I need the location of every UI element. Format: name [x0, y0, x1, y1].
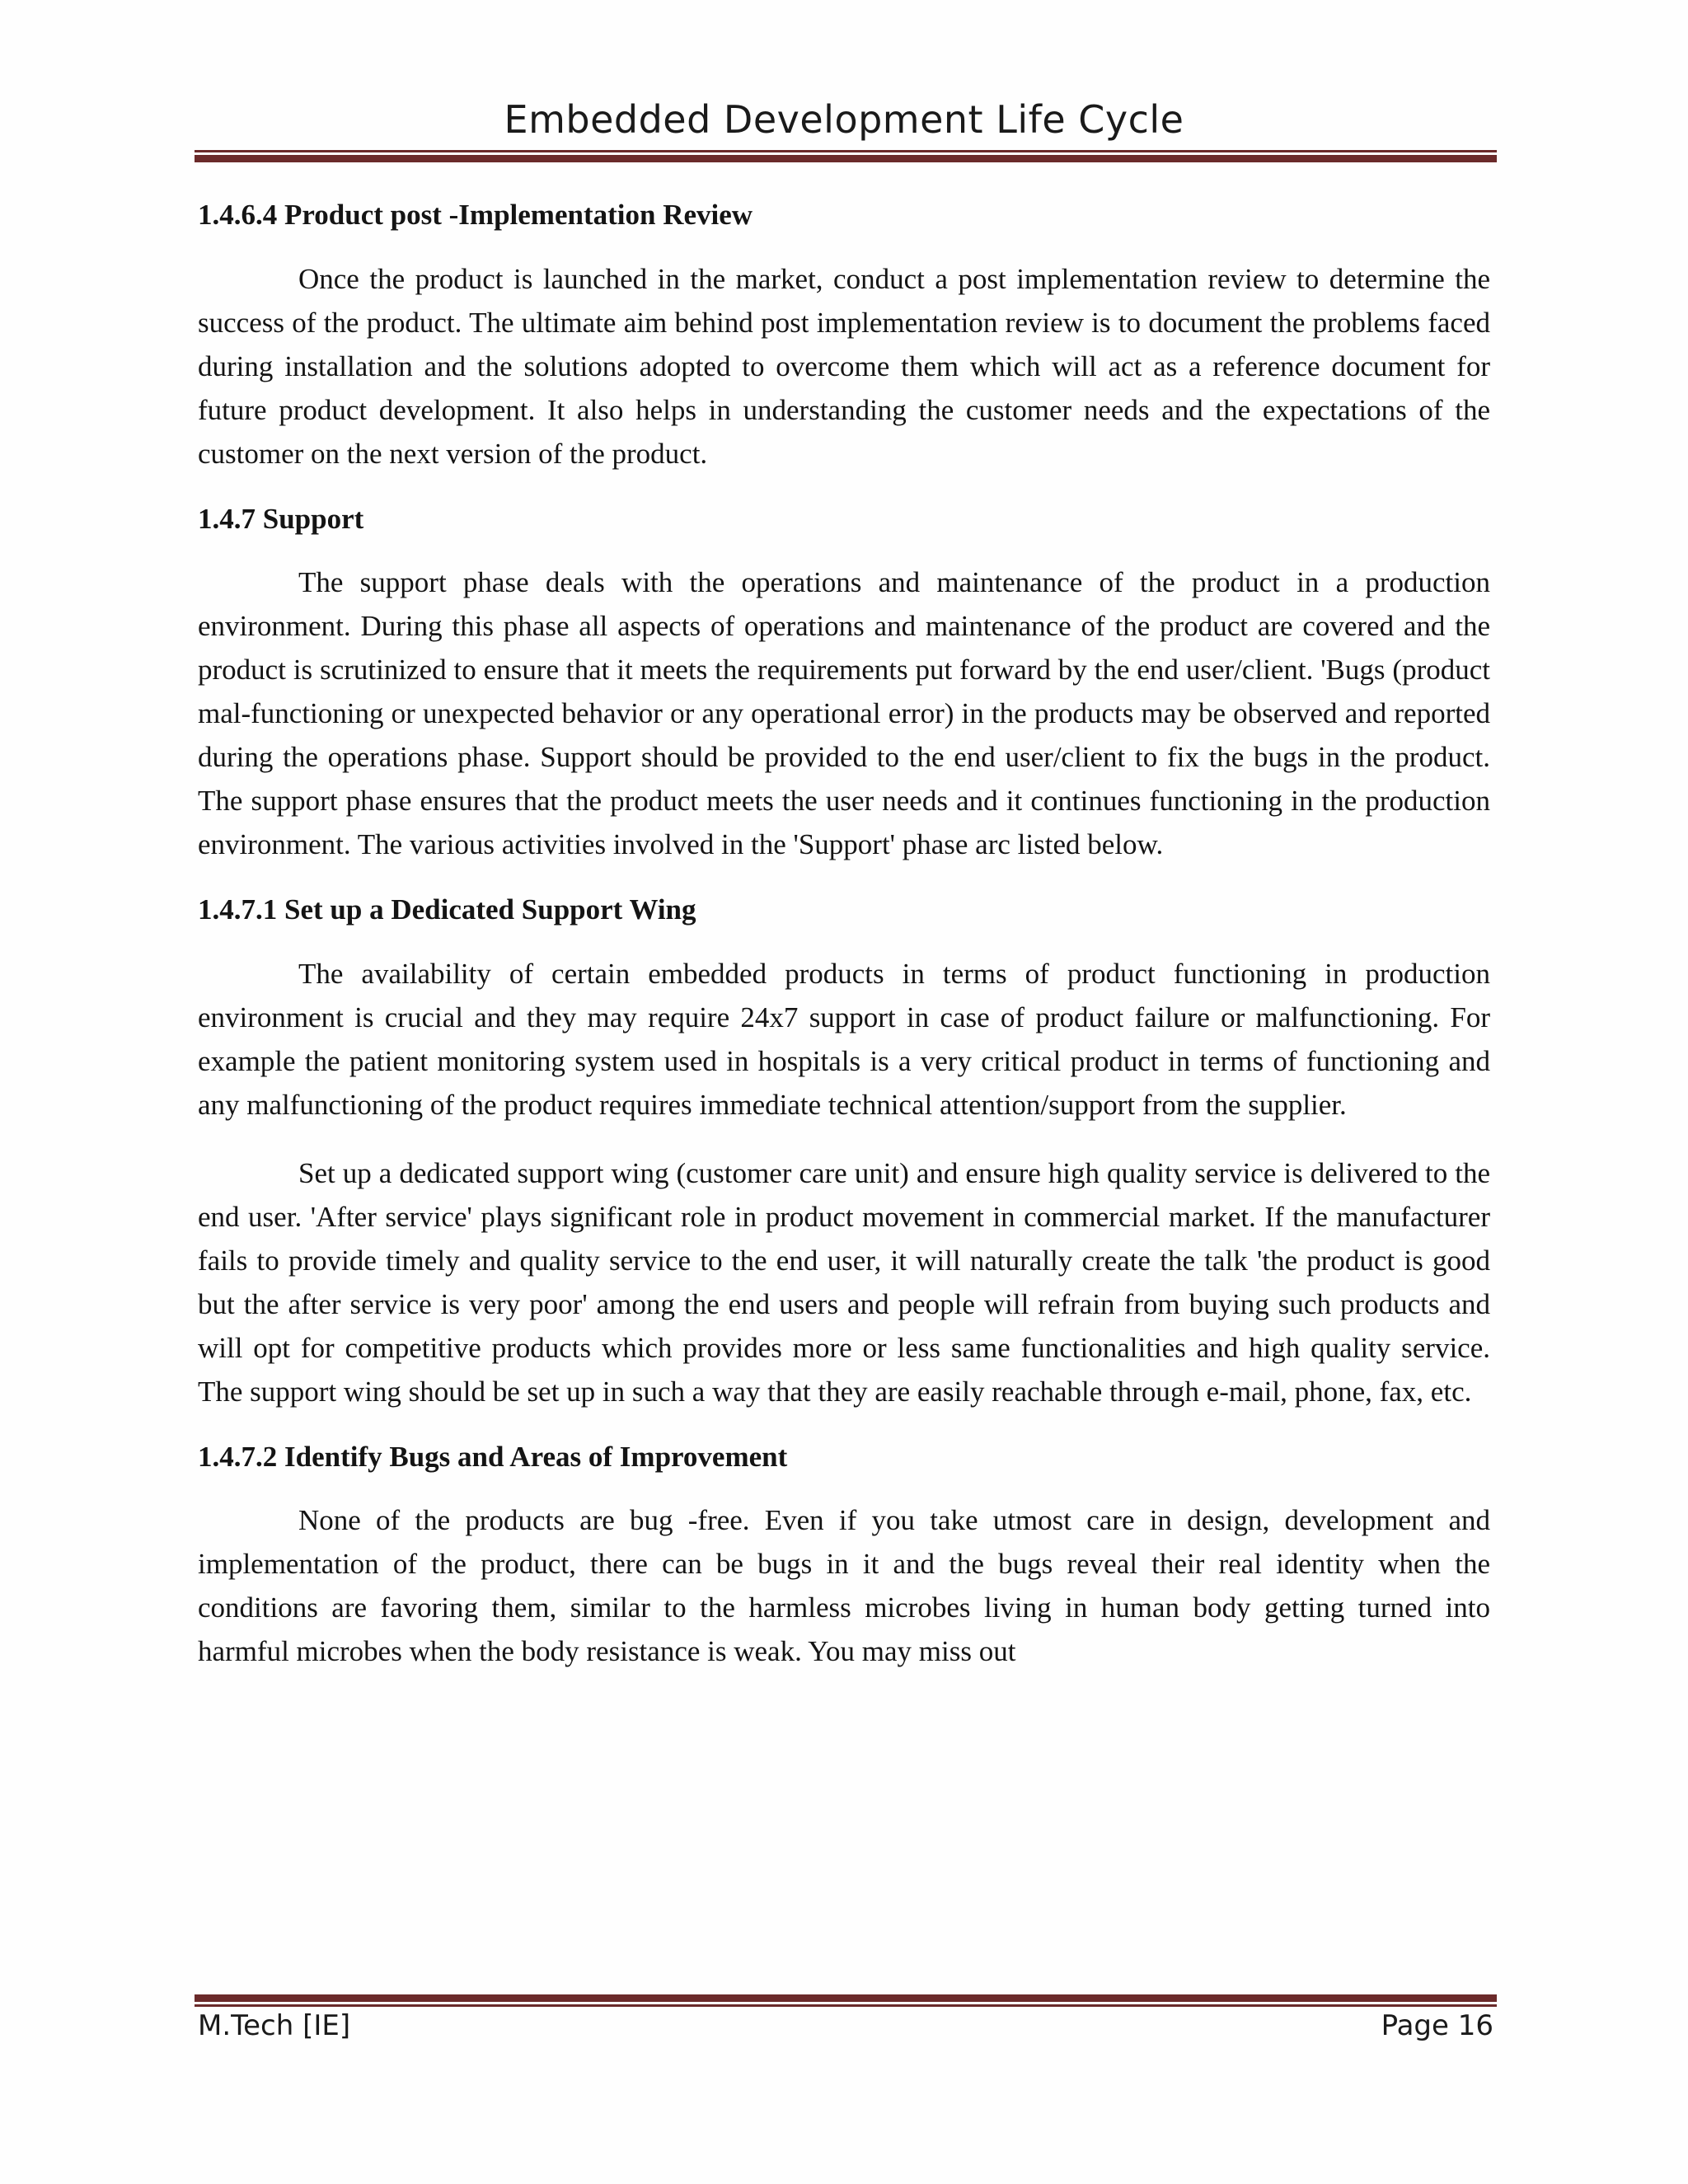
paragraph: The support phase deals with the operations and maintenance of the product in a production environment. During this phase all aspects of operations and maintenance of the product are covered and the product is scrutinized to ensure that it meets the requirements put forward by the end user/client. 'Bugs (product mal-functioning or unexpected behavior or any operational error) in the products may be observed and reported during the operations phase. Support should be provided to the end user/client to fix the bugs in the product. The support phase ensures that the product meets the user needs and it continues functioning in the production environment. The various activities involved in the 'Support' phase arc listed below. — [198, 566, 1490, 860]
paragraph: The availability of certain embedded products in terms of product functioning in production environment is crucial and they may require 24x7 support in case of product failure or malfunctioning. For example the patient monitoring system used in hospitals is a very critical product in terms of functioning and any malfunctioning of the product requires immediate technical attention/support from the supplier. — [198, 957, 1490, 1121]
section-post-implementation-review — [198, 196, 1490, 476]
header-rule-thick-line — [195, 155, 1497, 162]
footer-rule-thin-line — [195, 2004, 1497, 2007]
paragraph: Once the product is launched in the market, conduct a post implementation review to determine the success of the product. The ultimate aim behind post implementation review is to document the problems faced during installation and the solutions adopted to overcome them which will act as a reference document for future product development. It also helps in understanding the customer needs and the expectations of the customer on the next version of the product. — [198, 262, 1490, 470]
footer-course-label: M.Tech [IE] — [198, 2009, 351, 2042]
paragraph: Set up a dedicated support wing (customer care unit) and ensure high quality service is delivered to the end user. 'After service' plays significant role in product movement in commercial market. If the manufacturer fails to provide timely and quality service to the end user, it will naturally create the talk 'the product is good but the after service is very poor' among the end users and people will refrain from buying such products and will opt for competitive products which provides more or less same functionalities and high quality service. The support wing should be set up in such a way that they are easily reachable through e-mail, phone, fax, etc. — [198, 1156, 1490, 1408]
section-heading: 1.4.7 Support — [198, 502, 364, 535]
section-dedicated-support-wing — [198, 891, 1490, 1413]
page-body — [198, 196, 1490, 1976]
section-heading: 1.4.7.1 Set up a Dedicated Support Wing — [198, 893, 696, 926]
footer-rule-thick-line — [195, 1994, 1497, 2002]
running-header-title: Embedded Development Life Cycle — [504, 97, 1184, 142]
header-rule — [195, 150, 1497, 162]
section-identify-bugs — [198, 1438, 1490, 1674]
section-support — [198, 500, 1490, 867]
paragraph: None of the products are bug -free. Even if you take utmost care in design, development and implementation of the product, there can be bugs in it and the bugs reveal their real identity when the conditions are favoring them, similar to the harmless microbes living in human body getting turned into harmful microbes when the body resistance is weak. You may miss out — [198, 1504, 1490, 1667]
footer-page-number: Page 16 — [1381, 2009, 1493, 2042]
section-heading: 1.4.7.2 Identify Bugs and Areas of Improvement — [198, 1440, 788, 1473]
footer-rule — [195, 1994, 1497, 2007]
section-heading: 1.4.6.4 Product post -Implementation Review — [198, 199, 753, 231]
